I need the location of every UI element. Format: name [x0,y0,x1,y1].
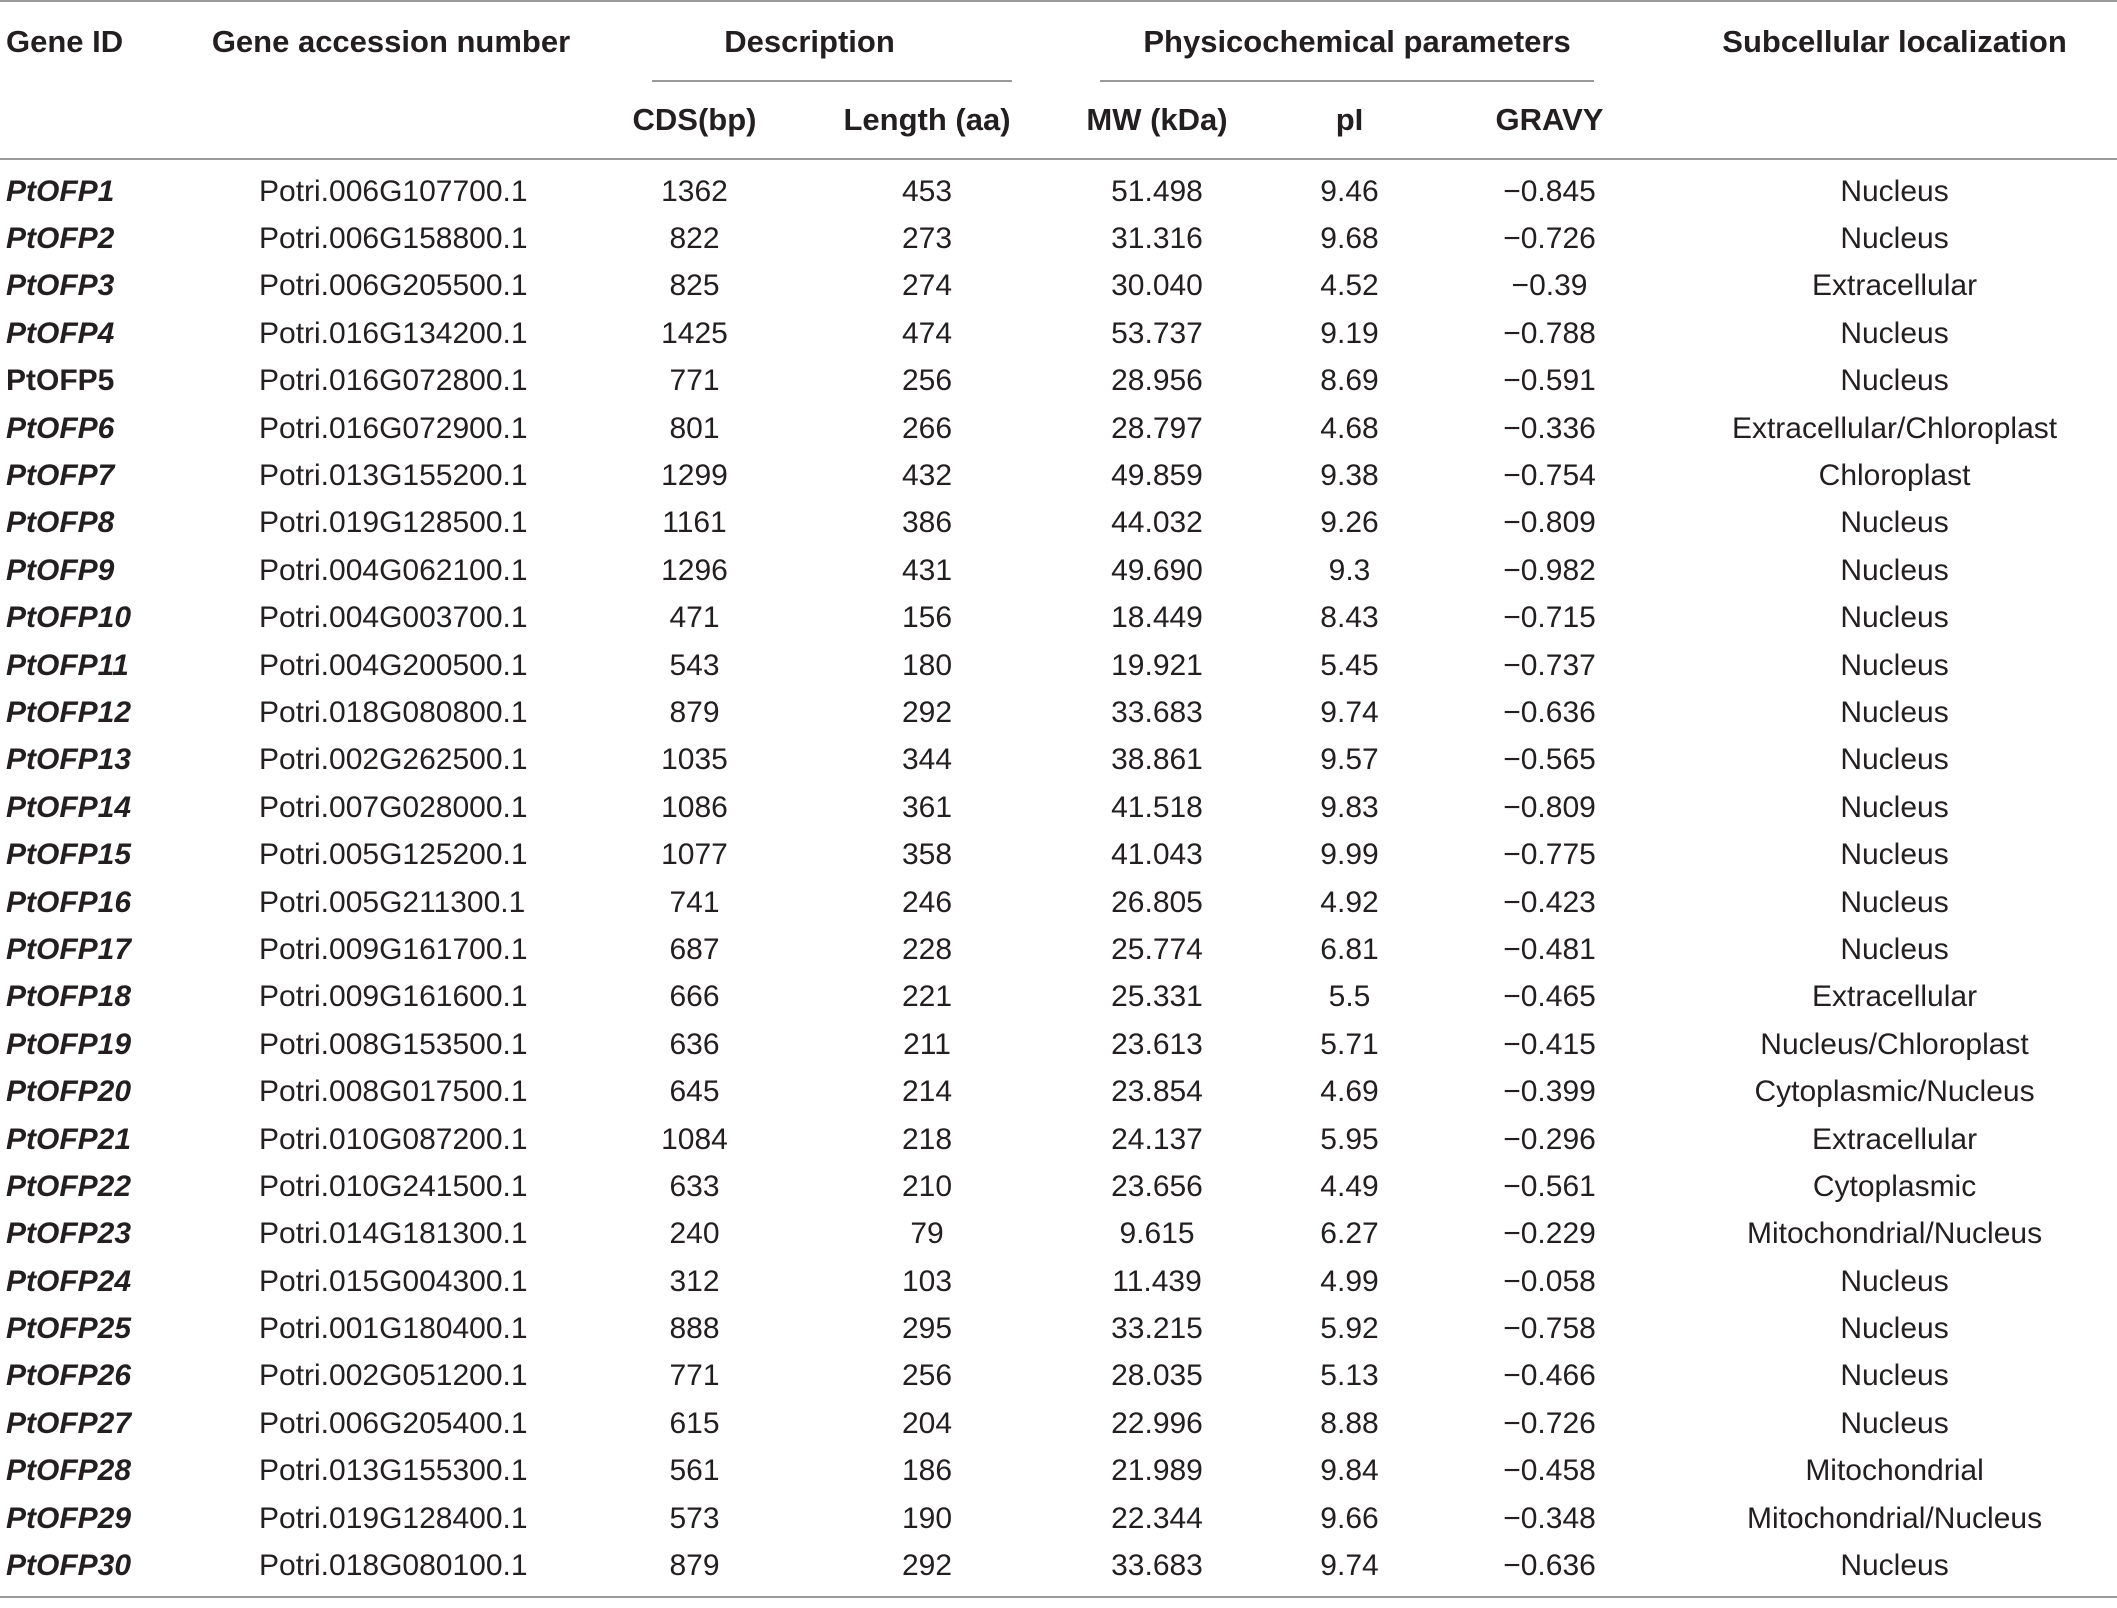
table-row [0,215,2117,262]
cds-cell: 687 [669,932,720,966]
gene-id-cell: PtOFP16 [6,885,132,919]
header-gravy: GRAVY [1427,82,1672,159]
pi-cell: 4.69 [1320,1075,1379,1109]
length-cell: 386 [901,506,953,540]
gene-id-cell: PtOFP18 [6,980,132,1014]
cds-cell: 879 [577,1542,812,1596]
length-cell: 474 [901,316,953,350]
accession-cell: Potri.010G087200.1 [259,1122,528,1156]
length-cell: 103 [901,1264,953,1298]
accession-cell: Potri.007G028000.1 [259,790,528,824]
accession-cell: Potri.008G017500.1 [259,1075,528,1109]
mw-cell: 44.032 [1111,506,1203,540]
mw-cell: 23.613 [1111,1027,1203,1061]
localization-cell: Nucleus [1840,506,1949,540]
cds-cell: 471 [669,601,720,635]
pi-cell: 5.71 [1320,1027,1379,1061]
gene-id-cell: PtOFP24 [6,1264,132,1298]
gene-id-cell: PtOFP3 [6,269,115,303]
pi-cell: 9.99 [1320,838,1379,872]
length-cell: 221 [901,980,953,1014]
table-row [0,1448,2117,1495]
accession-cell: Potri.010G241500.1 [259,1169,528,1203]
localization-cell: Nucleus [1840,1359,1949,1393]
gravy-cell: −0.465 [1503,980,1596,1014]
pi-cell: 9.74 [1272,1542,1427,1596]
mw-cell: 28.956 [1111,364,1203,398]
pi-cell: 5.13 [1320,1359,1379,1393]
cds-cell: 1035 [661,743,728,777]
pi-cell: 5.95 [1320,1122,1379,1156]
gene-id-cell: PtOFP30 [0,1542,205,1596]
length-cell: 256 [901,364,953,398]
length-cell: 292 [812,1542,1042,1596]
accession-cell: Potri.016G072800.1 [259,364,528,398]
table-row [0,784,2117,831]
gene-id-cell: PtOFP12 [6,695,132,729]
gene-id-cell: PtOFP8 [6,506,115,540]
cds-cell: 1296 [661,553,728,587]
localization-cell: Nucleus [1840,695,1949,729]
pi-cell: 9.38 [1320,459,1379,493]
cds-cell: 822 [669,222,720,256]
table-row [0,1305,2117,1352]
mw-cell: 23.656 [1111,1169,1203,1203]
localization-cell: Nucleus [1840,553,1949,587]
mw-cell: 19.921 [1111,648,1203,682]
length-cell: 274 [901,269,953,303]
cds-cell: 771 [669,364,720,398]
length-cell: 204 [901,1406,953,1440]
cds-cell: 825 [669,269,720,303]
length-cell: 361 [901,790,953,824]
gravy-cell: −0.229 [1503,1217,1596,1251]
accession-cell: Potri.014G181300.1 [259,1217,528,1251]
header-blank-3 [1672,82,2117,159]
mw-cell: 25.774 [1111,932,1203,966]
accession-cell: Potri.013G155200.1 [259,459,528,493]
gene-id-cell: PtOFP10 [6,601,132,635]
gene-id-cell: PtOFP13 [6,743,132,777]
localization-cell: Nucleus [1840,743,1949,777]
gravy-cell: −0.636 [1427,1542,1672,1596]
table-row [0,310,2117,357]
mw-cell: 41.518 [1111,790,1203,824]
length-cell: 214 [901,1075,953,1109]
header-blank-2 [205,82,577,159]
gravy-cell: −0.715 [1503,601,1596,635]
header-blank-1 [0,82,205,159]
gene-id-cell: PtOFP7 [6,459,115,493]
length-cell: 344 [901,743,953,777]
length-cell: 266 [901,411,953,445]
cds-cell: 636 [669,1027,720,1061]
mw-cell: 24.137 [1111,1122,1203,1156]
cds-cell: 1161 [662,506,727,540]
mw-cell: 38.861 [1111,743,1203,777]
table-row [0,1021,2117,1068]
gravy-cell: −0.296 [1503,1122,1596,1156]
cds-cell: 666 [669,980,720,1014]
pi-cell: 5.45 [1320,648,1379,682]
mw-cell: 9.615 [1119,1217,1195,1251]
gravy-cell: −0.481 [1503,932,1596,966]
cds-cell: 615 [669,1406,720,1440]
accession-cell: Potri.004G003700.1 [259,601,528,635]
gravy-cell: −0.754 [1503,459,1596,493]
pi-cell: 9.3 [1328,553,1371,587]
gene-id-cell: PtOFP9 [6,553,115,587]
length-cell: 295 [901,1312,953,1346]
localization-cell: Cytoplasmic [1812,1169,1977,1203]
pi-cell: 9.83 [1320,790,1379,824]
cds-cell: 1425 [661,316,728,350]
table-row [0,1495,2117,1542]
gravy-cell: −0.775 [1503,838,1596,872]
pi-cell: 4.92 [1320,885,1379,919]
gravy-cell: −0.591 [1503,364,1596,398]
description-group-rule [652,80,1012,82]
gravy-cell: −0.399 [1503,1075,1596,1109]
cds-cell: 240 [669,1217,720,1251]
accession-cell: Potri.002G051200.1 [259,1359,528,1393]
localization-cell: Nucleus [1840,174,1949,208]
cds-cell: 1299 [661,459,728,493]
localization-cell: Nucleus [1840,838,1949,872]
gene-id-cell: PtOFP20 [6,1075,132,1109]
table-row [0,1542,2117,1596]
localization-cell: Nucleus [1840,601,1949,635]
gravy-cell: −0.458 [1503,1454,1596,1488]
table-row [0,1400,2117,1447]
accession-cell: Potri.008G153500.1 [259,1027,528,1061]
accession-cell: Potri.006G205500.1 [259,269,528,303]
mw-cell: 30.040 [1111,269,1203,303]
localization-cell: Nucleus [1840,885,1949,919]
table-row [0,547,2117,594]
mw-cell: 53.737 [1111,316,1203,350]
table-row [0,159,2117,215]
header-cds: CDS(bp) [577,82,812,159]
accession-cell: Potri.019G128500.1 [259,506,528,540]
header-description-group [577,1,1042,82]
gene-id-cell: PtOFP1 [6,174,115,208]
localization-cell: Nucleus [1672,1542,2117,1596]
cds-cell: 543 [669,648,720,682]
length-cell: 273 [901,222,953,256]
gene-id-cell: PtOFP25 [6,1312,132,1346]
length-cell: 190 [901,1501,953,1535]
table-body [0,159,2117,1597]
gravy-cell: −0.423 [1503,885,1596,919]
mw-cell: 49.859 [1111,459,1203,493]
pi-cell: 9.74 [1320,695,1379,729]
gravy-cell: −0.726 [1503,1406,1596,1440]
mw-cell: 41.043 [1111,838,1203,872]
gene-id-cell: PtOFP4 [6,316,115,350]
localization-cell: Extracellular/Chloroplast [1731,411,2058,445]
pi-cell: 4.99 [1320,1264,1379,1298]
mw-cell: 49.690 [1111,553,1203,587]
localization-cell: Mitochondrial [1805,1454,1984,1488]
length-cell: 210 [901,1169,953,1203]
gene-id-cell: PtOFP19 [6,1027,132,1061]
accession-cell: Potri.004G062100.1 [259,553,528,587]
mw-cell: 18.449 [1111,601,1203,635]
length-cell: 358 [901,838,953,872]
mw-cell: 22.996 [1111,1406,1203,1440]
gravy-cell: −0.809 [1503,790,1596,824]
mw-cell: 33.683 [1042,1542,1272,1596]
gravy-cell: −0.565 [1503,743,1596,777]
accession-cell: Potri.016G072900.1 [259,411,528,445]
header-row-1 [0,1,2117,82]
cds-cell: 1084 [661,1122,728,1156]
accession-cell: Potri.016G134200.1 [259,316,528,350]
length-cell: 186 [901,1454,953,1488]
header-pi: pI [1272,82,1427,159]
gene-id-cell: PtOFP26 [6,1359,132,1393]
localization-cell: Nucleus [1840,364,1949,398]
pi-cell: 4.52 [1320,269,1379,303]
accession-cell: Potri.018G080800.1 [259,695,528,729]
table-row [0,1116,2117,1163]
mw-cell: 28.035 [1111,1359,1203,1393]
length-cell: 156 [901,601,953,635]
pi-cell: 9.57 [1320,743,1379,777]
localization-cell: Chloroplast [1818,459,1971,493]
accession-cell: Potri.006G107700.1 [259,174,528,208]
gene-id-cell: PtOFP15 [6,838,132,872]
pi-cell: 4.49 [1320,1169,1379,1203]
physico-group-rule [1100,80,1594,82]
accession-cell: Potri.018G080100.1 [205,1542,577,1596]
gene-id-cell: PtOFP29 [6,1501,132,1535]
gene-id-cell: PtOFP23 [6,1217,132,1251]
length-cell: 246 [901,885,953,919]
localization-cell: Nucleus [1840,316,1949,350]
cds-cell: 645 [669,1075,720,1109]
table-row [0,1258,2117,1305]
localization-cell: Nucleus [1840,1406,1949,1440]
cds-cell: 741 [669,885,720,919]
mw-cell: 26.805 [1111,885,1203,919]
cds-cell: 633 [669,1169,720,1203]
pi-cell: 9.66 [1320,1501,1379,1535]
header-accession: Gene accession number [205,1,577,82]
header-gene-id: Gene ID [0,1,205,82]
table-row [0,263,2117,310]
gravy-cell: −0.058 [1503,1264,1596,1298]
mw-cell: 31.316 [1111,222,1203,256]
gravy-cell: −0.982 [1503,553,1596,587]
mw-cell: 11.439 [1112,1264,1202,1298]
localization-cell: Extracellular [1812,1122,1978,1156]
table-row [0,689,2117,736]
pi-cell: 9.84 [1320,1454,1379,1488]
header-physico-label: Physicochemical parameters [1143,24,1571,59]
localization-cell: Mitochondrial/Nucleus [1746,1217,2043,1251]
localization-cell: Nucleus [1840,648,1949,682]
table-row [0,500,2117,547]
length-cell: 180 [901,648,953,682]
localization-cell: Nucleus/Chloroplast [1760,1027,2029,1061]
accession-cell: Potri.002G262500.1 [259,743,528,777]
gene-id-cell: PtOFP5 [6,364,115,398]
cds-cell: 879 [669,695,720,729]
gravy-cell: −0.758 [1503,1312,1596,1346]
gene-id-cell: PtOFP22 [6,1169,132,1203]
length-cell: 431 [901,553,953,587]
localization-cell: Mitochondrial/Nucleus [1746,1501,2043,1535]
mw-cell: 25.331 [1111,980,1203,1014]
mw-cell: 28.797 [1111,411,1203,445]
gravy-cell: −0.466 [1503,1359,1596,1393]
pi-cell: 8.43 [1320,601,1379,635]
gravy-cell: −0.809 [1503,506,1596,540]
localization-cell: Nucleus [1840,790,1949,824]
gravy-cell: −0.415 [1503,1027,1596,1061]
mw-cell: 21.989 [1111,1454,1203,1488]
gene-id-cell: PtOFP14 [6,790,132,824]
header-row-2 [0,82,2117,159]
gene-id-cell: PtOFP28 [6,1454,132,1488]
accession-cell: Potri.005G211300.1 [259,885,526,919]
length-cell: 228 [901,932,953,966]
localization-cell: Nucleus [1840,222,1949,256]
accession-cell: Potri.009G161700.1 [259,932,528,966]
gravy-cell: −0.636 [1503,695,1596,729]
table-row [0,595,2117,642]
pi-cell: 8.88 [1320,1406,1379,1440]
table-row [0,1163,2117,1210]
table-row [0,642,2117,689]
header-length: Length (aa) [812,82,1042,159]
localization-cell: Nucleus [1840,932,1949,966]
pi-cell: 6.27 [1320,1217,1379,1251]
length-cell: 432 [901,459,953,493]
pi-cell: 5.92 [1320,1312,1379,1346]
gravy-cell: −0.788 [1503,316,1596,350]
table-row [0,452,2117,499]
mw-cell: 22.344 [1111,1501,1203,1535]
table-row [0,405,2117,452]
accession-cell: Potri.006G205400.1 [259,1406,528,1440]
gravy-cell: −0.561 [1503,1169,1596,1203]
table-row [0,1068,2117,1115]
localization-cell: Cytoplasmic/Nucleus [1754,1075,2035,1109]
table-row [0,1353,2117,1400]
gene-id-cell: PtOFP11 [6,648,129,682]
accession-cell: Potri.004G200500.1 [259,648,528,682]
gene-id-cell: PtOFP27 [6,1406,132,1440]
length-cell: 211 [903,1027,951,1061]
gene-id-cell: PtOFP6 [6,411,115,445]
gravy-cell: −0.737 [1503,648,1596,682]
accession-cell: Potri.015G004300.1 [259,1264,528,1298]
localization-cell: Extracellular [1812,269,1978,303]
gene-id-cell: PtOFP21 [6,1122,132,1156]
cds-cell: 561 [669,1454,720,1488]
table-row [0,737,2117,784]
pi-cell: 9.68 [1320,222,1379,256]
header-mw: MW (kDa) [1042,82,1272,159]
length-cell: 292 [901,695,953,729]
pi-cell: 8.69 [1320,364,1379,398]
gravy-cell: −0.336 [1503,411,1596,445]
cds-cell: 573 [669,1501,720,1535]
pi-cell: 9.19 [1320,316,1379,350]
pi-cell: 9.46 [1320,174,1379,208]
gravy-cell: −0.726 [1503,222,1596,256]
cds-cell: 312 [669,1264,720,1298]
table-row [0,1211,2117,1258]
cds-cell: 888 [669,1312,720,1346]
localization-cell: Nucleus [1840,1312,1949,1346]
length-cell: 453 [901,174,953,208]
localization-cell: Extracellular [1812,980,1978,1014]
gene-id-cell: PtOFP17 [6,932,132,966]
mw-cell: 33.683 [1111,695,1203,729]
cds-cell: 771 [669,1359,720,1393]
table-row [0,358,2117,405]
accession-cell: Potri.001G180400.1 [259,1312,528,1346]
table-row [0,831,2117,878]
gravy-cell: −0.348 [1503,1501,1596,1535]
gravy-cell: −0.39 [1511,269,1588,303]
pi-cell: 6.81 [1320,932,1379,966]
header-physico-group [1042,1,1672,82]
length-cell: 218 [901,1122,953,1156]
accession-cell: Potri.006G158800.1 [259,222,528,256]
cds-cell: 801 [669,411,720,445]
pi-cell: 9.26 [1320,506,1379,540]
length-cell: 256 [901,1359,953,1393]
pi-cell: 4.68 [1320,411,1379,445]
table-row [0,974,2117,1021]
cds-cell: 1077 [661,838,728,872]
mw-cell: 23.854 [1111,1075,1203,1109]
gene-id-cell: PtOFP2 [6,222,115,256]
localization-cell: Nucleus [1840,1264,1949,1298]
table-row [0,879,2117,926]
header-localization: Subcellular localization [1672,1,2117,82]
accession-cell: Potri.009G161600.1 [259,980,528,1014]
table-header [0,1,2117,159]
header-description-label: Description [724,24,895,59]
table-row [0,926,2117,973]
cds-cell: 1362 [661,174,728,208]
accession-cell: Potri.013G155300.1 [259,1454,528,1488]
length-cell: 79 [910,1217,944,1251]
pi-cell: 5.5 [1328,980,1371,1014]
mw-cell: 33.215 [1111,1312,1203,1346]
accession-cell: Potri.005G125200.1 [259,838,528,872]
mw-cell: 51.498 [1111,174,1203,208]
cds-cell: 1086 [661,790,728,824]
gravy-cell: −0.845 [1503,174,1596,208]
accession-cell: Potri.019G128400.1 [259,1501,528,1535]
